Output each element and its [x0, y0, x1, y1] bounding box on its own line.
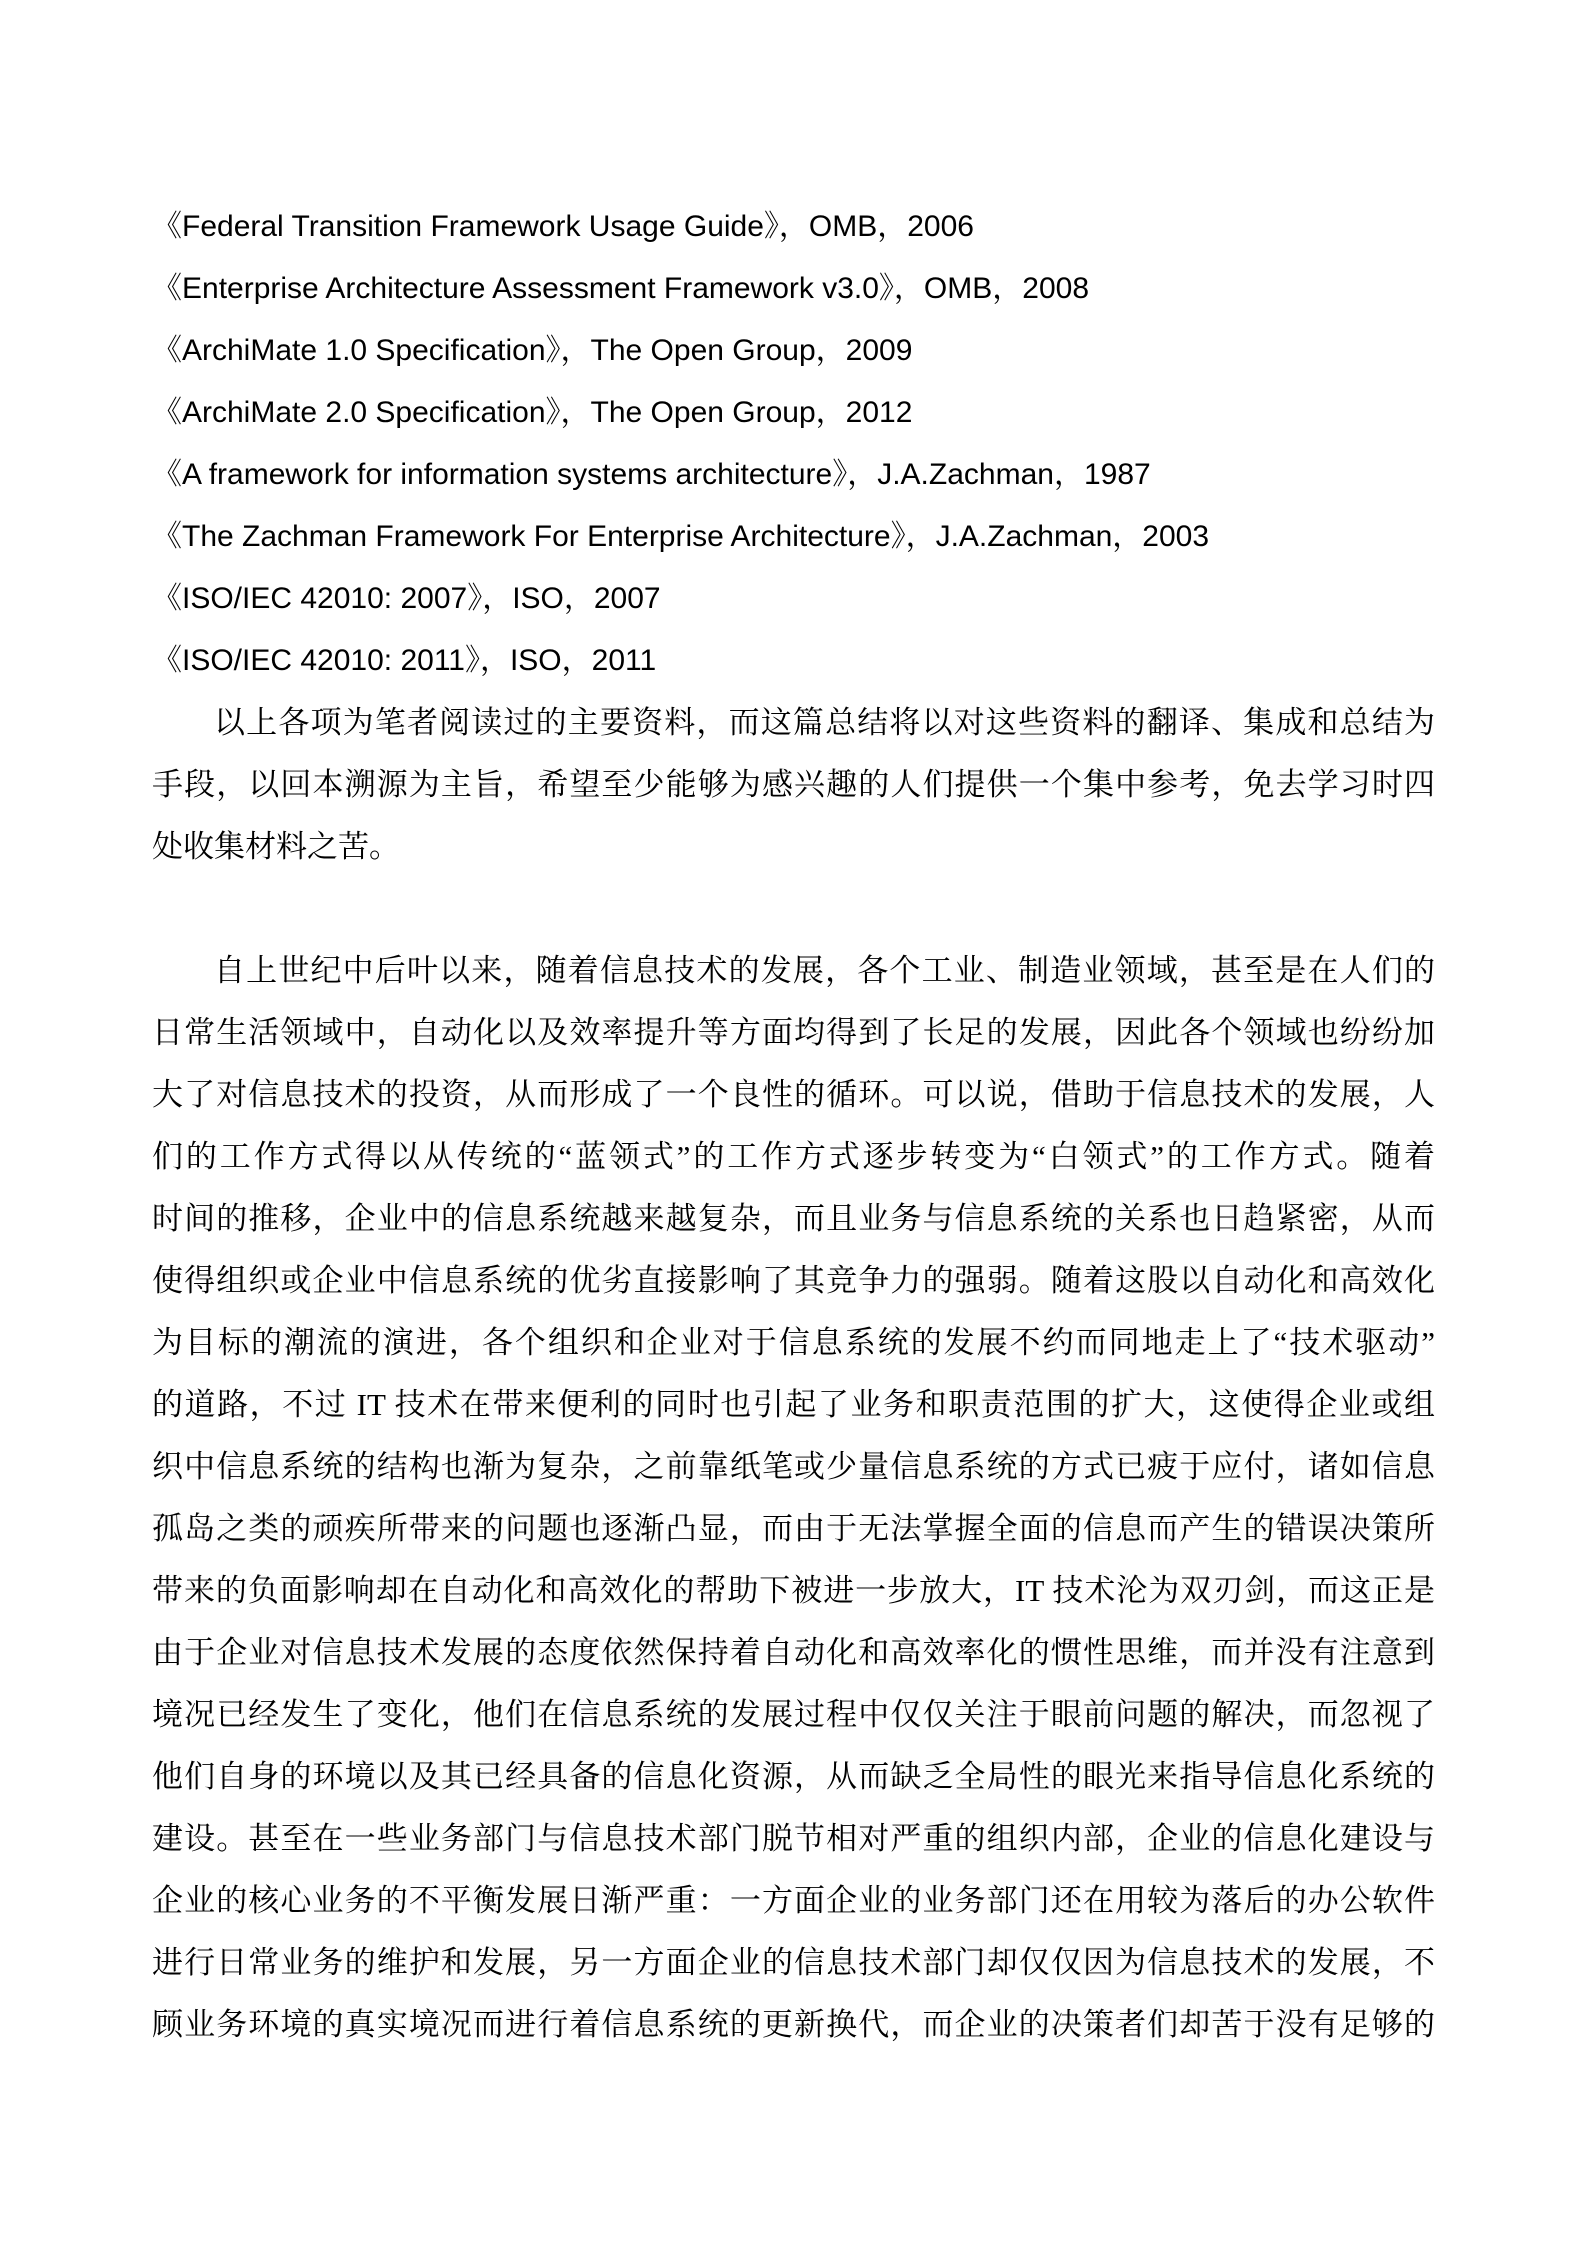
body-text-line: 顾业务环境的真实境况而进行着信息系统的更新换代，而企业的决策者们却苦于没有足够的	[152, 2007, 1435, 2042]
body-text-line: 使得组织或企业中信息系统的优劣直接影响了其竞争力的强弱。随着这股以自动化和高效化	[152, 1263, 1435, 1298]
paragraph-intro	[152, 692, 1435, 878]
body-text-line: 的道路，不过 IT 技术在带来便利的同时也引起了业务和职责范围的扩大，这使得企业或组	[152, 1387, 1435, 1422]
reference-item: 《The Zachman Framework For Enterprise Architecture》，J.A.Zachman，2003	[152, 520, 1210, 553]
body-text-line: 织中信息系统的结构也渐为复杂，之前靠纸笔或少量信息系统的方式已疲于应付，诸如信息	[152, 1449, 1435, 1484]
body-text-line: 进行日常业务的维护和发展，另一方面企业的信息技术部门却仅仅因为信息技术的发展，不	[152, 1945, 1435, 1980]
intro-text-line: 以上各项为笔者阅读过的主要资料，而这篇总结将以对这些资料的翻译、集成和总结为	[214, 705, 1435, 740]
body-text-line: 时间的推移，企业中的信息系统越来越复杂，而且业务与信息系统的关系也日趋紧密，从而	[152, 1201, 1435, 1236]
reference-list	[152, 196, 1435, 692]
body-text-line: 为目标的潮流的演进，各个组织和企业对于信息系统的发展不约而同地走上了“技术驱动”	[152, 1325, 1435, 1360]
reference-item: 《ISO/IEC 42010: 2007》，ISO，2007	[152, 582, 661, 615]
intro-text-line: 处收集材料之苦。	[152, 829, 400, 864]
reference-item: 《ArchiMate 2.0 Specification》，The Open Group，2012	[152, 396, 913, 429]
paragraph-main	[152, 940, 1435, 2056]
intro-text-line: 手段，以回本溯源为主旨，希望至少能够为感兴趣的人们提供一个集中参考，免去学习时四	[152, 767, 1435, 802]
reference-item: 《ArchiMate 1.0 Specification》，The Open Group，2009	[152, 334, 913, 367]
body-text-line: 企业的核心业务的不平衡发展日渐严重：一方面企业的业务部门还在用较为落后的办公软件	[152, 1883, 1435, 1918]
reference-item: 《Enterprise Architecture Assessment Framework v3.0》，OMB，2008	[152, 272, 1090, 305]
reference-item: 《Federal Transition Framework Usage Guide》，OMB，2006	[152, 210, 974, 243]
body-text-line: 他们自身的环境以及其已经具备的信息化资源，从而缺乏全局性的眼光来指导信息化系统的	[152, 1759, 1435, 1794]
body-text-line: 大了对信息技术的投资，从而形成了一个良性的循环。可以说，借助于信息技术的发展，人	[152, 1077, 1435, 1112]
reference-item: 《A framework for information systems architecture》，J.A.Zachman，1987	[152, 458, 1151, 491]
body-text-line: 建设。甚至在一些业务部门与信息技术部门脱节相对严重的组织内部，企业的信息化建设与	[152, 1821, 1435, 1856]
body-text-line: 日常生活领域中，自动化以及效率提升等方面均得到了长足的发展，因此各个领域也纷纷加	[152, 1015, 1435, 1050]
body-text-line: 孤岛之类的顽疾所带来的问题也逐渐凸显，而由于无法掌握全面的信息而产生的错误决策所	[152, 1511, 1435, 1546]
body-text-line: 自上世纪中后叶以来，随着信息技术的发展，各个工业、制造业领域，甚至是在人们的	[214, 953, 1435, 988]
body-text-line: 由于企业对信息技术发展的态度依然保持着自动化和高效率化的惯性思维，而并没有注意到	[152, 1635, 1435, 1670]
body-text-line: 们的工作方式得以从传统的“蓝领式”的工作方式逐步转变为“白领式”的工作方式。随着	[152, 1139, 1435, 1174]
body-text-line: 带来的负面影响却在自动化和高效化的帮助下被进一步放大，IT 技术沦为双刃剑，而这正是	[152, 1573, 1435, 1608]
reference-item: 《ISO/IEC 42010: 2011》，ISO，2011	[152, 644, 657, 677]
body-text-line: 境况已经发生了变化，他们在信息系统的发展过程中仅仅关注于眼前问题的解决，而忽视了	[152, 1697, 1435, 1732]
